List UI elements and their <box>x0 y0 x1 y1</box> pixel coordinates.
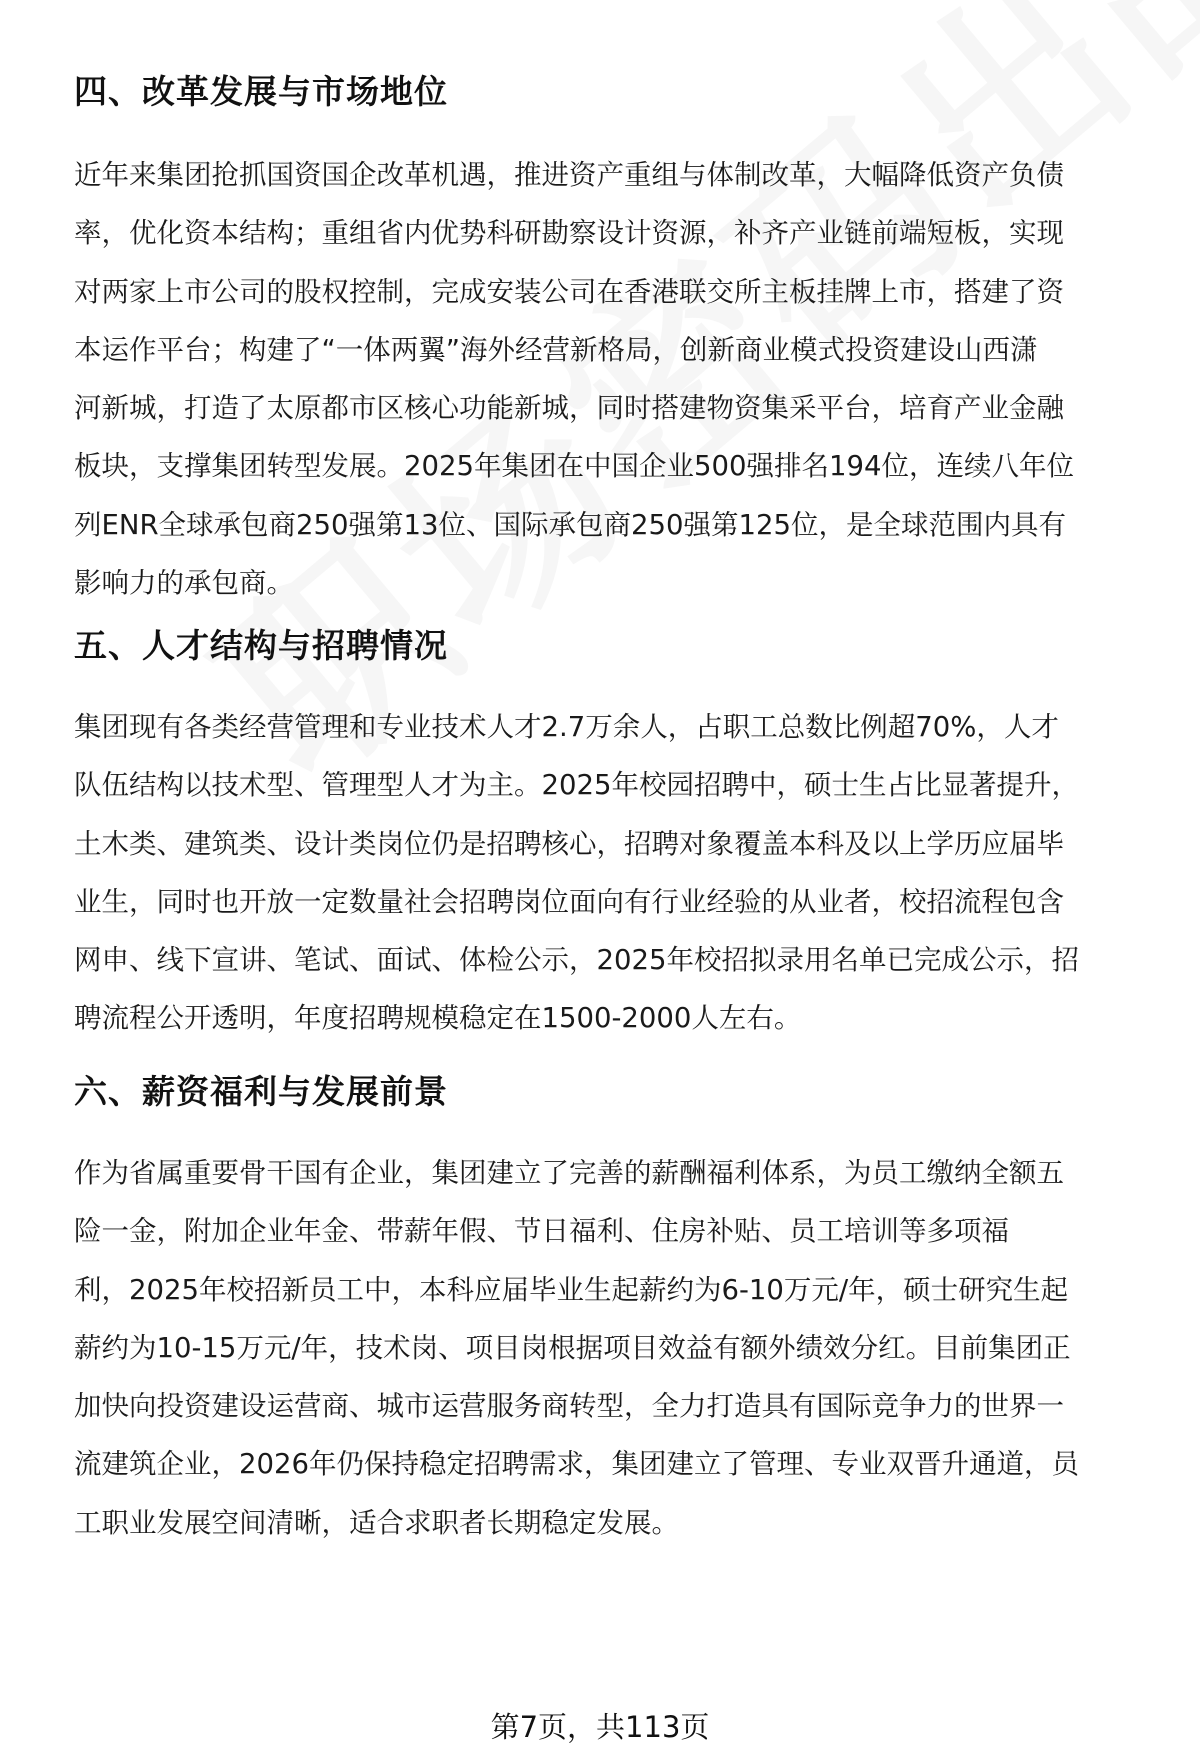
text-line: 流建筑企业，2026年仍保持稳定招聘需求，集团建立了管理、专业双晋升通道，员 <box>74 1448 1079 1481</box>
text-line: 薪约为10-15万元/年，技术岗、项目岗根据项目效益有额外绩效分红。目前集团正 <box>74 1331 1071 1364</box>
text-line: 近年来集团抢抓国资国企改革机遇，推进资产重组与体制改革，大幅降低资产负债 <box>74 159 1064 191</box>
text-line: 影响力的承包商。 <box>74 567 294 600</box>
text-line: 险一金，附加企业年金、带薪年假、节日福利、住房补贴、员工培训等多项福 <box>74 1215 1009 1248</box>
text-line: 河新城，打造了太原都市区核心功能新城，同时搭建物资集采平台，培育产业金融 <box>74 392 1064 425</box>
text-line: 土木类、建筑类、设计类岗位仍是招聘核心，招聘对象覆盖本科及以上学历应届毕 <box>74 827 1064 860</box>
text-line: 对两家上市公司的股权控制，完成安装公司在香港联交所主板挂牌上市，搭建了资 <box>74 275 1064 308</box>
page-number: 第7页，共113页 <box>490 1710 710 1744</box>
section-heading-reform: 四、改革发展与市场地位 <box>74 72 448 111</box>
text-line: 本运作平台；构建了“一体两翼”海外经营新格局，创新商业模式投资建设山西潇 <box>74 333 1038 366</box>
text-line: 利，2025年校招新员工中，本科应届毕业生起薪约为6-10万元/年，硕士研究生起 <box>74 1273 1069 1306</box>
section-body-salary <box>74 1144 1154 1552</box>
text-line: 加快向投资建设运营商、城市运营服务商转型，全力打造具有国际竞争力的世界一 <box>74 1390 1064 1423</box>
text-line: 列ENR全球承包商250强第13位、国际承包商250强第125位，是全球范围内具有 <box>74 508 1067 541</box>
text-line: 队伍结构以技术型、管理型人才为主。2025年校园招聘中，硕士生占比显著提升， <box>74 769 1079 802</box>
text-line: 聘流程公开透明，年度招聘规模稳定在1500-2000人左右。 <box>74 1002 802 1035</box>
section-body-reform <box>74 146 1154 612</box>
section-body-talent <box>74 698 1154 1048</box>
text-line: 板块，支撑集团转型发展。2025年集团在中国企业500强排名194位，连续八年位 <box>74 450 1074 483</box>
section-heading-talent: 五、人才结构与招聘情况 <box>74 626 448 665</box>
text-line: 率，优化资本结构；重组省内优势科研勘察设计资源，补齐产业链前端短板，实现 <box>74 217 1064 250</box>
text-line: 作为省属重要骨干国有企业，集团建立了完善的薪酬福利体系，为员工缴纳全额五 <box>74 1157 1064 1189</box>
section-heading-salary: 六、薪资福利与发展前景 <box>74 1072 448 1111</box>
text-line: 业生，同时也开放一定数量社会招聘岗位面向有行业经验的从业者，校招流程包含 <box>74 885 1064 918</box>
text-line: 工职业发展空间清晰，适合求职者长期稳定发展。 <box>74 1506 679 1539</box>
text-line: 网申、线下宣讲、笔试、面试、体检公示，2025年校招拟录用名单已完成公示，招 <box>74 944 1079 977</box>
text-line: 集团现有各类经营管理和专业技术人才2.7万余人，占职工总数比例超70%，人才 <box>74 711 1059 743</box>
